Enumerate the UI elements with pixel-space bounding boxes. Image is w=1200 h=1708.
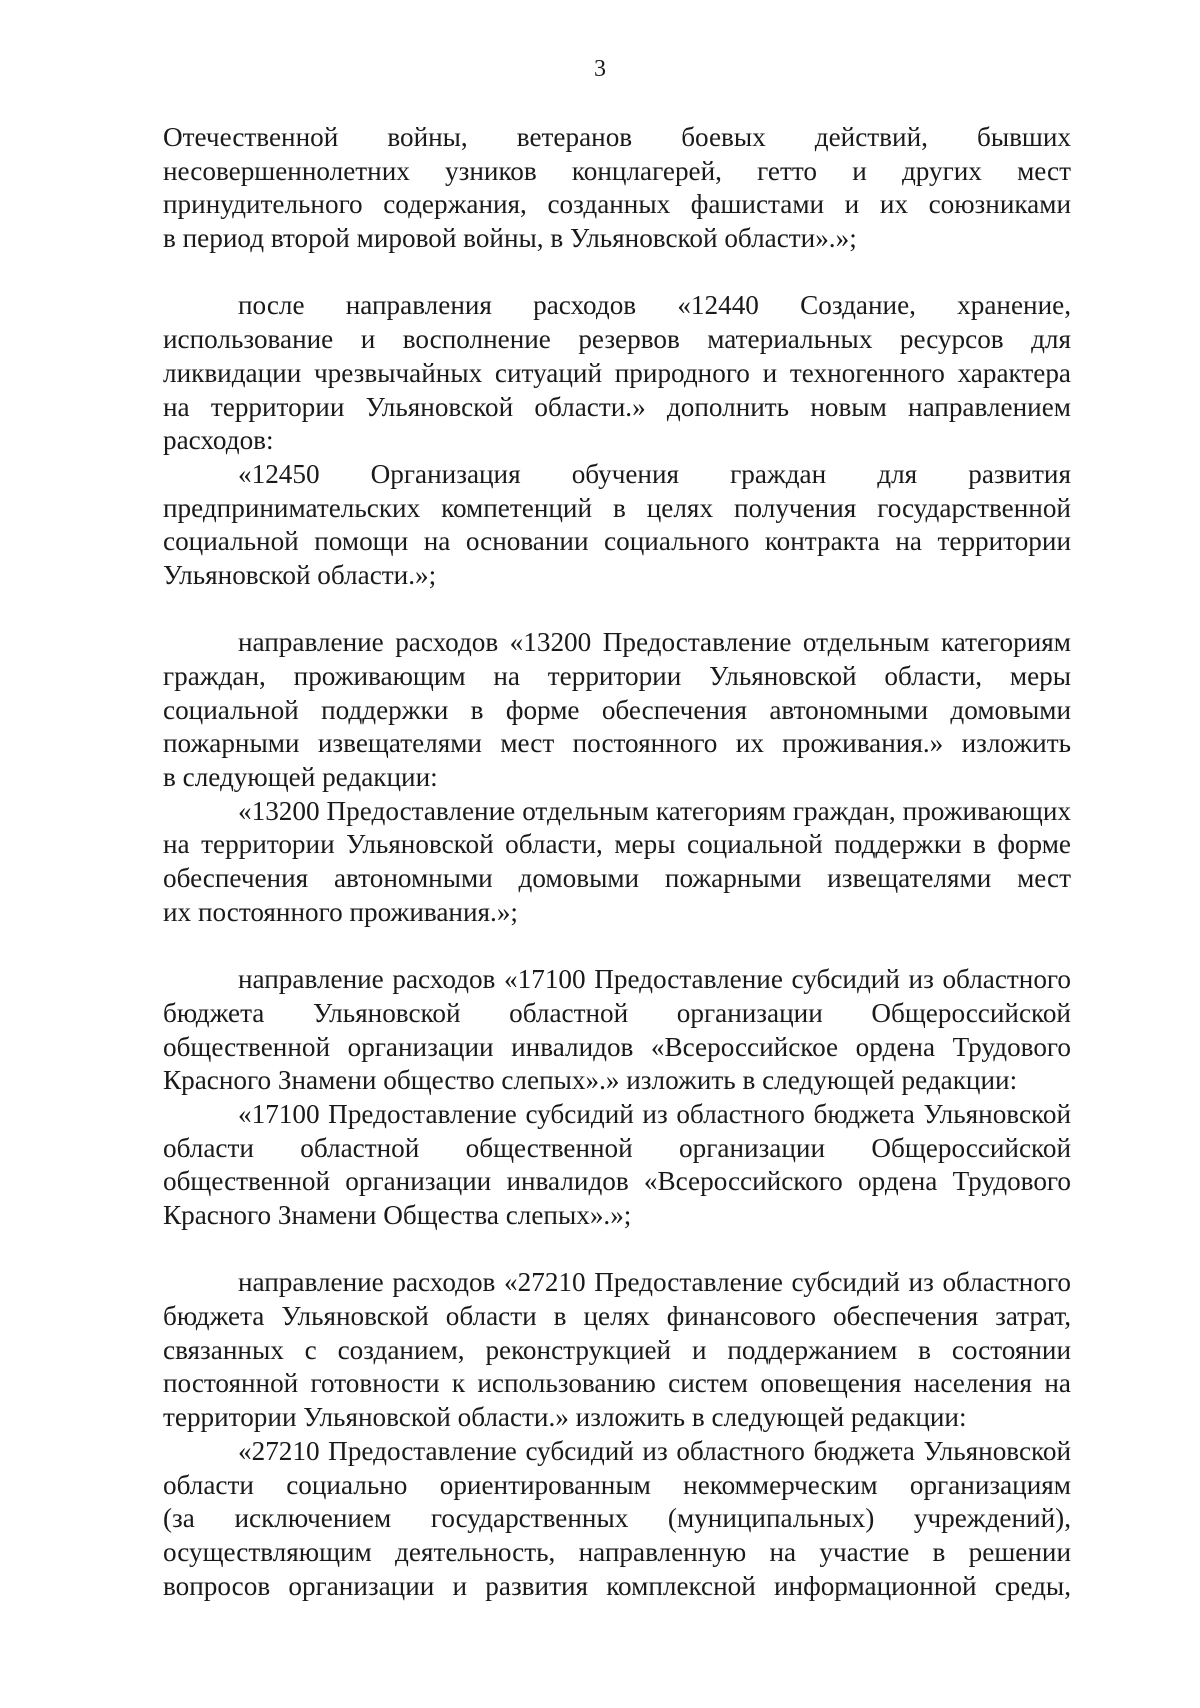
text-line: направление расходов «27210 Предоставление субсидий из областного [238, 1267, 1071, 1298]
text-line: социальной поддержки в форме обеспечения автономными домовыми [163, 694, 1071, 725]
text-line: на территории Ульяновской области.» дополнить новым направлением [163, 391, 1071, 422]
text-line: связанных с созданием, реконструкцией и поддержанием в состоянии [163, 1334, 1071, 1365]
paragraph-gap [163, 593, 1071, 627]
text-line: их постоянного проживания.»; [163, 896, 518, 927]
text-line: общественной организации инвалидов «Всероссийского ордена Трудового [163, 1166, 1071, 1197]
text-line: несовершеннолетних узников концлагерей, гетто и других мест [163, 155, 1071, 186]
text-line: в период второй мировой войны, в Ульяновской области».»; [163, 223, 857, 254]
text-line: «27210 Предоставление субсидий из областного бюджета Ульяновской [238, 1435, 1071, 1466]
text-line: Ульяновской области.»; [163, 559, 437, 590]
paragraph-gap [163, 1233, 1071, 1267]
text-line: Красного Знамени общество слепых».» изложить в следующей редакции: [163, 1065, 1018, 1096]
paragraph-gap [163, 930, 1071, 964]
text-line: Отечественной войны, ветеранов боевых действий, бывших [163, 122, 1071, 152]
text-line: на территории Ульяновской области, меры социальной поддержки в форме [163, 829, 1071, 860]
text-line: области областной общественной организации Общероссийской [163, 1132, 1071, 1163]
text-line: бюджета Ульяновской области в целях финансового обеспечения затрат, [163, 1301, 1071, 1332]
text-line: «17100 Предоставление субсидий из областного бюджета Ульяновской [238, 1098, 1071, 1129]
text-line: ликвидации чрезвычайных ситуаций природного и техногенного характера [163, 357, 1071, 388]
document-body [163, 121, 1071, 1603]
text-line: расходов: [163, 425, 274, 456]
text-line: после направления расходов «12440 Создание, хранение, [238, 290, 1071, 321]
text-line: области социально ориентированным некоммерческим организациям [163, 1469, 1071, 1500]
page-number: 3 [594, 56, 606, 82]
text-line: обеспечения автономными домовыми пожарными извещателями мест [163, 863, 1071, 894]
text-line: вопросов организации и развития комплексной информационной среды, [163, 1570, 1071, 1601]
text-line: «13200 Предоставление отдельным категориям граждан, проживающих [238, 795, 1071, 826]
text-line: осуществляющим деятельность, направленную на участие в решении [163, 1536, 1071, 1567]
text-line: (за исключением государственных (муниципальных) учреждений), [163, 1503, 1071, 1534]
text-line: направление расходов «17100 Предоставление субсидий из областного [238, 964, 1071, 995]
paragraph-gap [163, 256, 1071, 290]
text-line: предпринимательских компетенций в целях получения государственной [163, 492, 1071, 523]
text-line: «12450 Организация обучения граждан для развития [238, 458, 1071, 489]
text-line: Красного Знамени Общества слепых».»; [163, 1200, 632, 1230]
text-line: в следующей редакции: [163, 762, 438, 793]
text-line: бюджета Ульяновской областной организации Общероссийской [163, 997, 1071, 1028]
text-line: принудительного содержания, созданных фашистами и их союзниками [163, 189, 1071, 220]
text-line: общественной организации инвалидов «Всероссийское ордена Трудового [163, 1031, 1071, 1062]
text-line: граждан, проживающим на территории Ульяновской области, меры [163, 661, 1071, 691]
text-line: направление расходов «13200 Предоставление отдельным категориям [238, 627, 1071, 658]
text-line: постоянной готовности к использованию систем оповещения населения на [163, 1368, 1071, 1399]
text-line: использование и восполнение резервов материальных ресурсов для [163, 324, 1071, 355]
text-line: пожарными извещателями мест постоянного их проживания.» изложить [163, 728, 1071, 759]
text-line: территории Ульяновской области.» изложить в следующей редакции: [163, 1402, 967, 1433]
text-line: социальной помощи на основании социального контракта на территории [163, 526, 1071, 557]
